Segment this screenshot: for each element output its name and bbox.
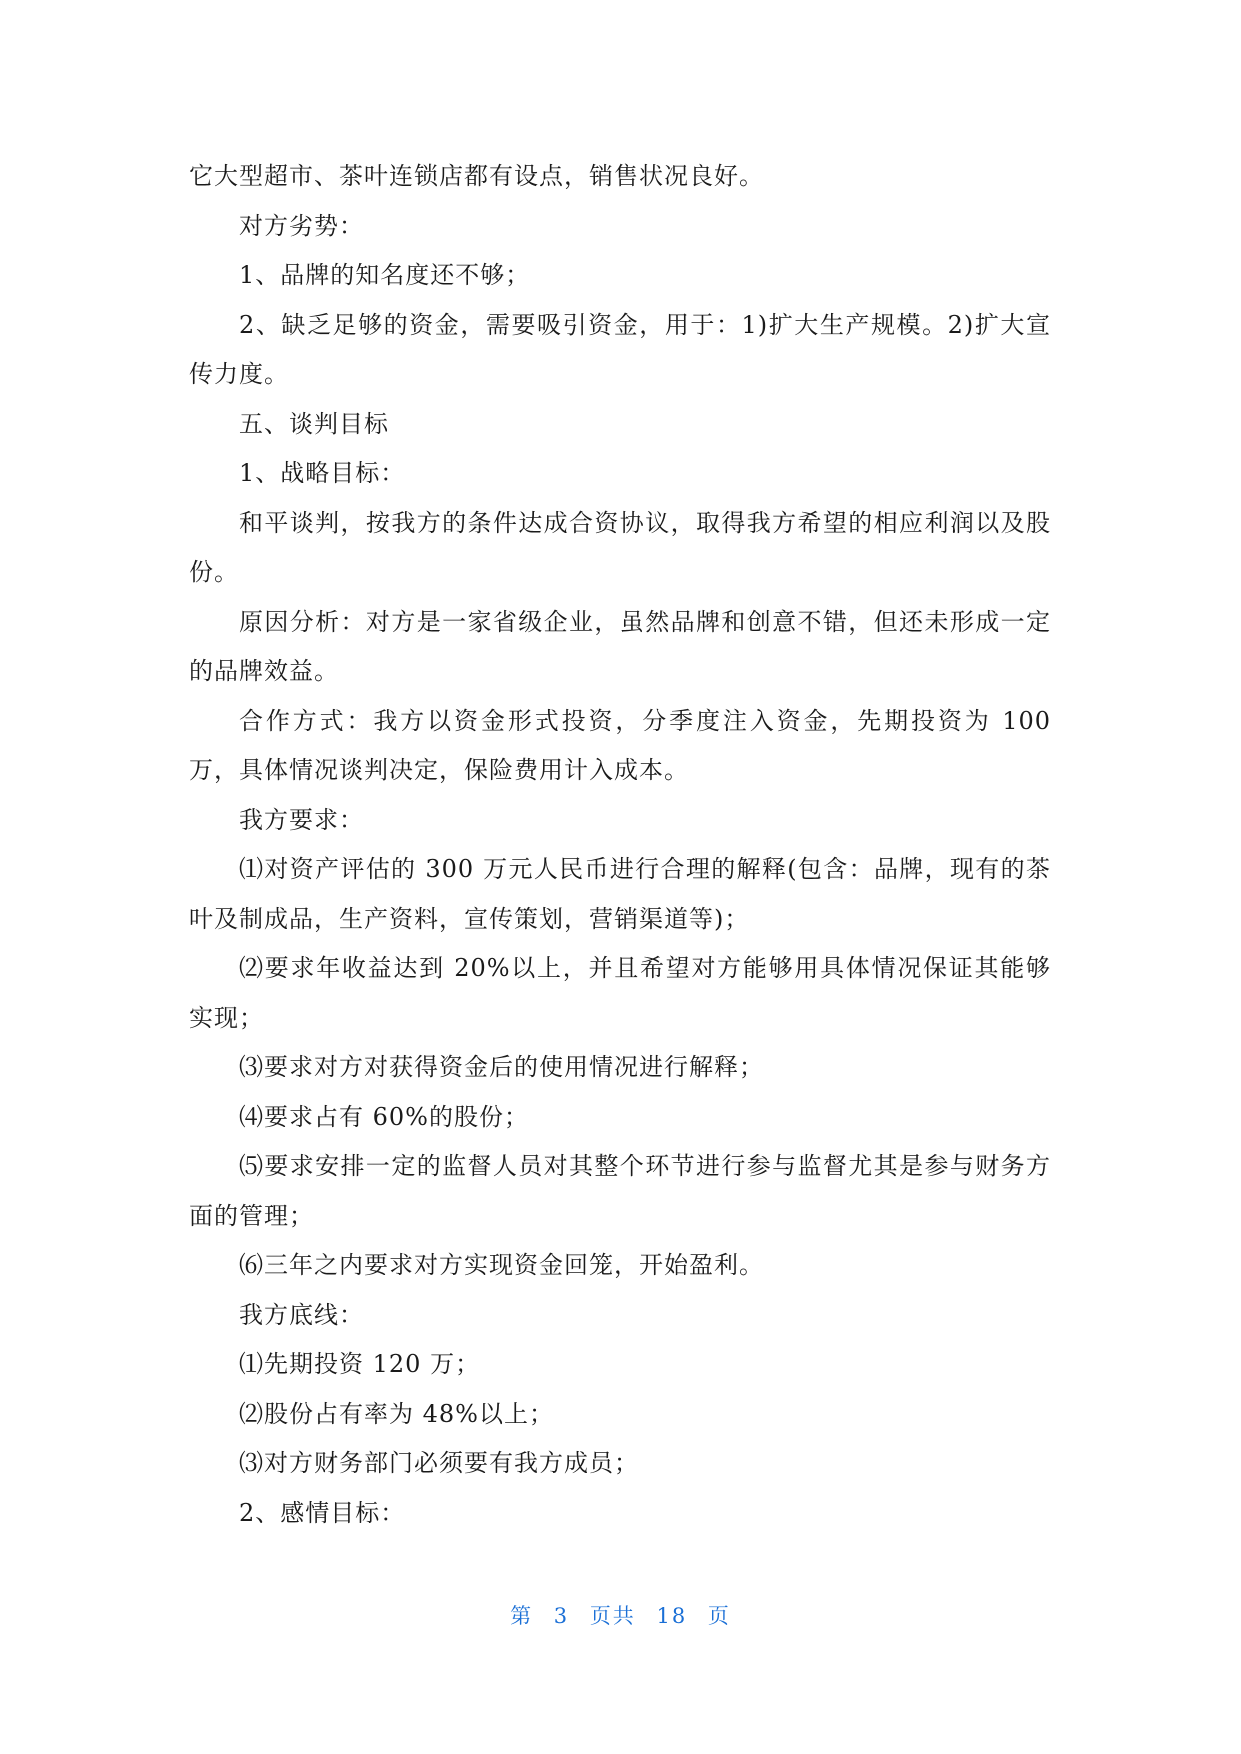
paragraph: 合作方式：我方以资金形式投资，分季度注入资金，先期投资为 100 万，具体情况谈判决定，保险费用计入成本。 [189, 706, 1051, 784]
list-item: ⑹三年之内要求对方实现资金回笼，开始盈利。 [239, 1251, 764, 1279]
list-item: ⑴先期投资 120 万； [239, 1350, 481, 1378]
paragraph: 我方要求： [239, 805, 364, 834]
paragraph: 2、缺乏足够的资金，需要吸引资金，用于：1)扩大生产规模。2)扩大宣传力度。 [189, 310, 1051, 388]
document-body [189, 152, 1051, 1538]
subsection-heading: 1、战略目标： [239, 459, 406, 487]
list-item: ⑶对方财务部门必须要有我方成员； [239, 1449, 639, 1477]
subsection-heading: 2、感情目标： [239, 1498, 406, 1527]
list-item: ⑴对资产评估的 300 万元人民币进行合理的解释(包含：品牌，现有的茶叶及制成品，生产资料，宣传策划，营销渠道等)； [189, 855, 1051, 933]
list-item: ⑷要求占有 60%的股份； [239, 1102, 529, 1131]
list-item: ⑶要求对方对获得资金后的使用情况进行解释； [239, 1053, 764, 1081]
paragraph: 和平谈判，按我方的条件达成合资协议，取得我方希望的相应利润以及股份。 [189, 508, 1051, 586]
list-item: ⑵要求年收益达到 20%以上，并且希望对方能够用具体情况保证其能够实现； [189, 954, 1051, 1032]
paragraph: 我方底线： [239, 1300, 364, 1329]
paragraph: 它大型超市、茶叶连锁店都有设点，销售状况良好。 [189, 162, 764, 190]
footer-label-end: 页 [707, 1604, 731, 1628]
list-item: ⑵股份占有率为 48%以上； [239, 1399, 554, 1428]
footer-label-of: 页共 [589, 1604, 636, 1628]
paragraph: 对方劣势： [239, 211, 364, 240]
list-item: ⑸要求安排一定的监督人员对其整个环节进行参与监督尤其是参与财务方面的管理； [189, 1152, 1051, 1230]
section-heading: 五、谈判目标 [239, 409, 389, 438]
footer-label-page: 第 [510, 1604, 534, 1628]
footer-current-page: 3 [553, 1604, 570, 1628]
footer-total-pages: 18 [656, 1604, 688, 1628]
paragraph: 1、品牌的知名度还不够； [239, 261, 531, 289]
paragraph: 原因分析：对方是一家省级企业，虽然品牌和创意不错，但还未形成一定的品牌效益。 [189, 607, 1051, 685]
page-footer [0, 1600, 1241, 1630]
